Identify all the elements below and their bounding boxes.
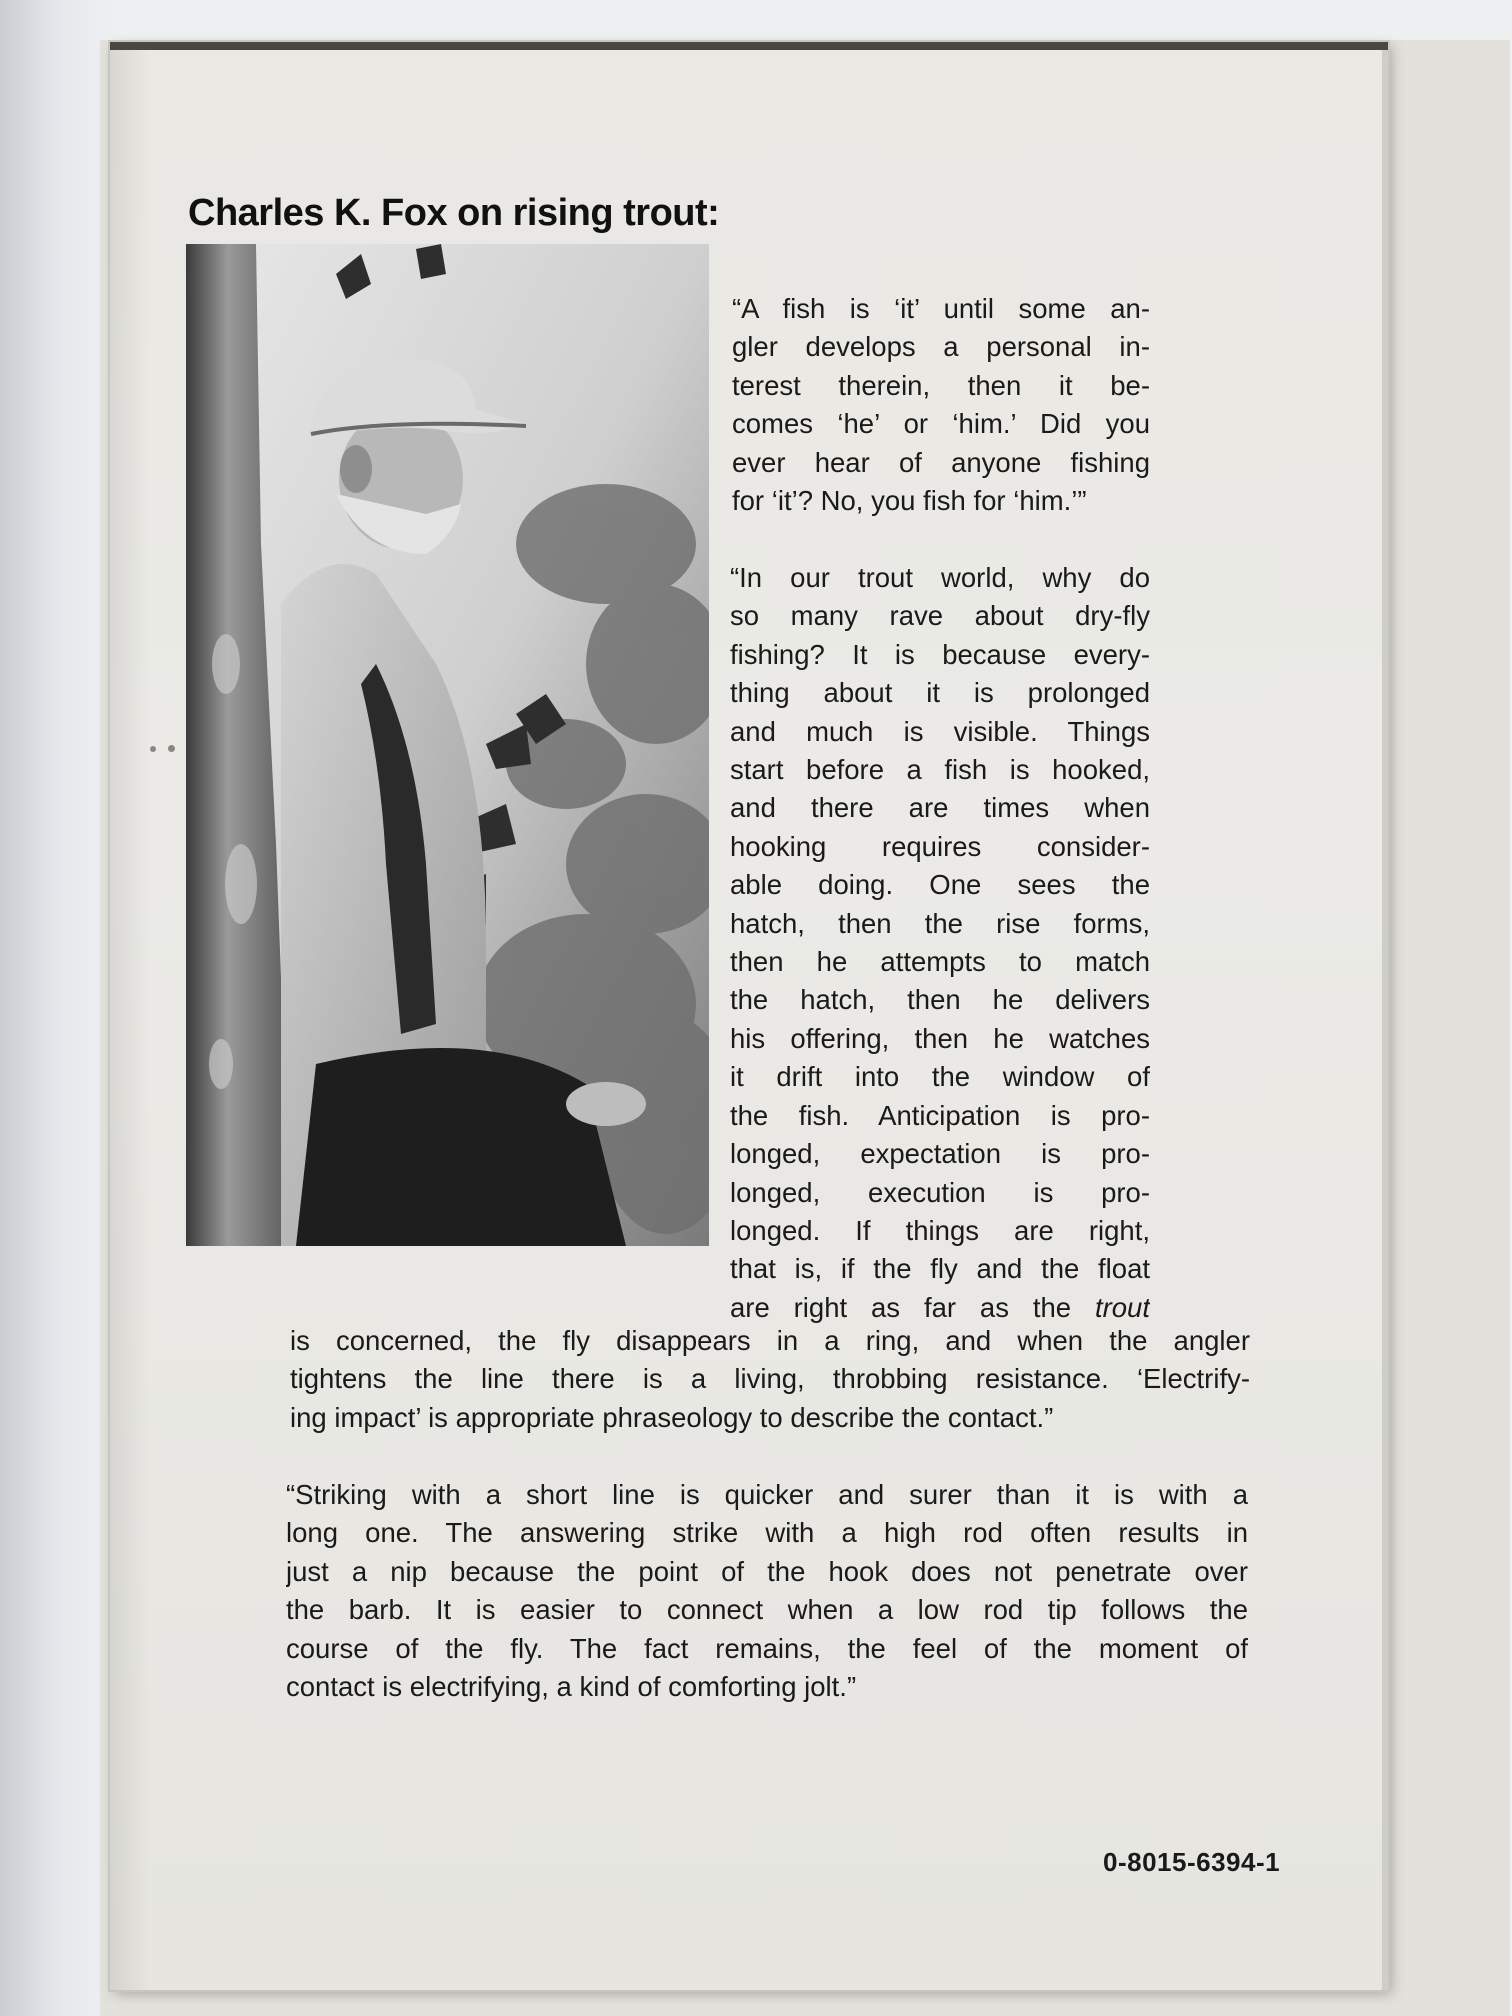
quote-line: “A fish is ‘it’ until some an- — [732, 293, 1150, 324]
quote-line: ever hear of anyone fishing — [732, 446, 1150, 478]
cover-speck — [150, 746, 156, 752]
quote-line: his offering, then he watches — [730, 1022, 1150, 1054]
cover-heading: Charles K. Fox on rising trout: — [188, 192, 720, 234]
quote-line: so many rave about dry-fly — [730, 600, 1150, 632]
quote-line: the barb. It is easier to connect when a low rod tip follows the — [286, 1594, 1248, 1626]
trout-italic: trout — [1094, 1291, 1150, 1323]
quote-line: able doing. One sees the — [730, 869, 1150, 901]
quote-line: “In our trout world, why do — [730, 562, 1150, 593]
quote-text: are right as far as the — [730, 1291, 1072, 1323]
quote-line: longed, execution is pro- — [730, 1176, 1150, 1208]
cover-right-edge — [1382, 50, 1388, 1990]
quote-line: thing about it is prolonged — [730, 677, 1150, 709]
quote-line: gler develops a personal in- — [732, 331, 1150, 363]
quote-line: and there are times when — [730, 792, 1150, 824]
quote-line: long one. The answering strike with a high rod often results in — [286, 1517, 1248, 1549]
quote-line: course of the fly. The fact remains, the feel of the moment of — [286, 1632, 1248, 1664]
quote-paragraph-2-continued — [290, 1322, 1250, 1437]
quote-paragraph-1 — [732, 290, 1150, 520]
cover-speck — [168, 745, 175, 752]
quote-line: that is, if the fly and the float — [730, 1253, 1150, 1285]
quote-paragraph-3 — [286, 1476, 1248, 1706]
quote-line: “Striking with a short line is quicker and surer than it is with a — [286, 1479, 1248, 1510]
quote-line: the hatch, then he delivers — [730, 984, 1150, 1016]
quote-line: the fish. Anticipation is pro- — [730, 1099, 1150, 1131]
quote-line: comes ‘he’ or ‘him.’ Did you — [732, 408, 1150, 440]
quote-line: longed. If things are right, — [730, 1214, 1150, 1246]
isbn-number: 0-8015-6394-1 — [1103, 1847, 1281, 1877]
quote-line: terest therein, then it be- — [732, 369, 1150, 401]
quote-line: just a nip because the point of the hook does not penetrate over — [286, 1555, 1248, 1587]
quote-paragraph-2 — [730, 559, 1150, 1327]
quote-line: contact is electrifying, a kind of comforting jolt.” — [286, 1671, 857, 1703]
quote-line: then he attempts to match — [730, 946, 1150, 978]
quote-line: longed, expectation is pro- — [730, 1138, 1150, 1170]
quote-line: fishing? It is because every- — [730, 638, 1150, 670]
quote-line: and much is visible. Things — [730, 715, 1150, 747]
quote-line: ing impact’ is appropriate phraseology to describe the contact.” — [290, 1401, 1054, 1433]
quote-line: for ‘it’? No, you fish for ‘him.’” — [732, 485, 1087, 517]
author-photo — [186, 244, 709, 1246]
quote-line: hatch, then the rise forms, — [730, 907, 1150, 939]
quote-line: hooking requires consider- — [730, 830, 1150, 862]
quote-line: it drift into the window of — [730, 1061, 1150, 1093]
quote-line: tightens the line there is a living, throbbing resistance. ‘Electrify- — [290, 1363, 1250, 1395]
spine-shadow — [110, 50, 150, 1990]
quote-line: start before a fish is hooked, — [730, 754, 1150, 786]
quote-line: is concerned, the fly disappears in a ring, and when the angler — [290, 1325, 1250, 1356]
